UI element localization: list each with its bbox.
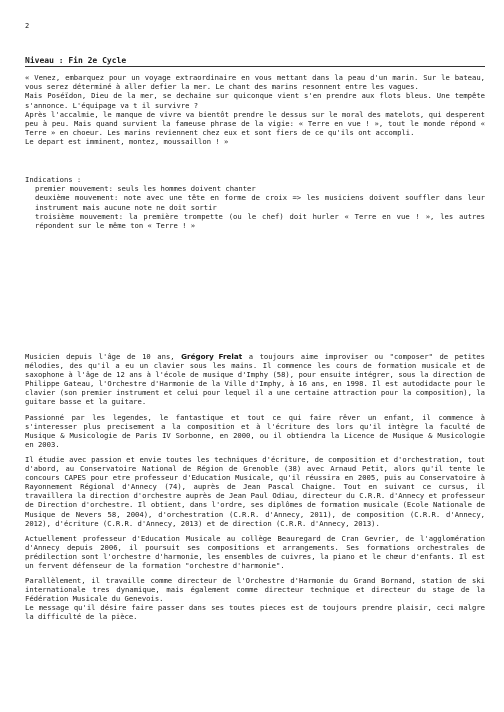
intro-paragraph: Le depart est imminent, montez, moussaillon ! »: [25, 137, 229, 147]
indication-item: troisième mouvement: la première trompette (ou le chef) doit hurler « Terre en vue ! », les autres répondent sur le même ton « Terre ! »: [35, 211, 485, 231]
composer-name: Grégory Frelat: [181, 352, 243, 361]
intro-paragraph: Après l'accalmie, le manque de vivre va bientôt prendre le dessus sur le moral des matelots, qui desperent peu à peu. Mais quand survient la fameuse phrase de la vigie: « Terre en vue ! », tout le monde répond « Terre » en choeur. Les marins reviennent chez eux et sont fiers de ce qu'ils ont accompli.: [25, 109, 485, 138]
intro-paragraph: Mais Poséïdon, Dieu de la mer, se dechaine sur quiconque vient s'en prendre aux flots bleus. Une tempête s'annonce. L'équipage va t il survivre ?: [25, 91, 485, 110]
level-heading: Niveau : Fin 2e Cycle: [25, 56, 127, 65]
intro-paragraph: « Venez, embarquez pour un voyage extraordinaire en vous mettant dans la peau d'un marin. Sur le bateau, vous serez déterminé à aller defier la mer. Le chant des marins resonnent entre les vagues.: [25, 73, 485, 92]
indication-item: premier mouvement: seuls les hommes doivent chanter: [35, 184, 256, 194]
bio-paragraph: [25, 352, 485, 407]
page-number: 2: [25, 22, 30, 30]
composer-biography: [25, 352, 485, 628]
bio-paragraph: Le message qu'il désire faire passer dans ses toutes pieces est de toujours prendre plaisir, ceci malgre la difficulté de la pièce.: [25, 603, 485, 622]
bio-intro-continued: a toujours aime improviser ou "composer" de petites mélodies, des qu'il a eu un clavier sous les mains. Il commence les cours de formation musicale et de saxophone à l'âge de 12 ans à l'école de musique d'Imphy (58), pour ensuite intégrer, sous la direction de Philippe Gateau, l'Orchestre d'Harmonie de la Ville d'Imphy, à 16 ans, en 1998. Il est autodidacte pour le clavier (son premier instrument et celui pour lequel il a une certaine attraction pour la composition), la guitare basse et la guitare.: [25, 352, 485, 407]
indication-item: deuxième mouvement: note avec une tête en forme de croix => les musiciens doivent souffler dans leur instrument mais aucune note ne doit sortir: [35, 193, 485, 212]
heading-underline: [25, 66, 485, 67]
indications-heading: Indications :: [25, 175, 82, 184]
performance-indications: [25, 175, 485, 230]
piece-description: [25, 73, 485, 147]
bio-paragraph: Actuellement professeur d'Education Musicale au collège Beauregard de Cran Gevrier, de l'agglomération d'Annecy depuis 2006, il poursuit ses compositions et arrangements. Ses formations orchestrales de prédilection sont l'orchestre d'harmonie, les ensembles de cuivres, la piano et le chœur d'enfants. Il est un fervent défenseur de la formation "orchestre d'harmonie".: [25, 533, 485, 570]
bio-paragraph: Parallèlement, il travaille comme directeur de l'Orchestre d'Harmonie du Grand Bornand, station de ski internationale tres dynamique, mais également comme directeur technique et directeur du stage de la Fédération Musicale du Genevois.: [25, 576, 485, 604]
bio-paragraph: Il étudie avec passion et envie toutes les techniques d'écriture, de composition et d'orchestration, tout d'abord, au Conservatoire National de Région de Grenoble (38) avec Arnaud Petit, alors qu'il tente le concours CAPES pour etre professeur d'Education Musicale, qu'il réussira en 2005, puis au Conservatoire à Rayonnement Régional d'Annecy (74), auprès de Jean Pascal Chaigne. Tout en suivant ce cursus, il travaillera la direction d'orchestre auprès de Jean Paul Odiau, directeur du C.R.R. d'Annecy et professeur de Direction d'orchestre. Il obtient, dans l'ordre, ses diplômes de formation musicale (Ecole Nationale de Musique de Nevers 58, 2004), d'orchestration (C.R.R. d'Annecy, 2011), de composition (C.R.R. d'Annecy, 2012), d'écriture (C.R.R. d'Annecy, 2013) et de direction (C.R.R. d'Annecy, 2013).: [25, 454, 485, 528]
bio-intro-text: Musicien depuis l'âge de 10 ans,: [25, 352, 182, 361]
bio-paragraph: Passionné par les legendes, le fantastique et tout ce qui faire rêver un enfant, il commence à s'interesser plus precisement a la composition et à l'écriture des lors qu'il intègre la faculté de Musique & Musicologie de Paris IV Sorbonne, en 2000, ou il obtiendra la Licence de Musique & Musicologie en 2003.: [25, 412, 485, 449]
